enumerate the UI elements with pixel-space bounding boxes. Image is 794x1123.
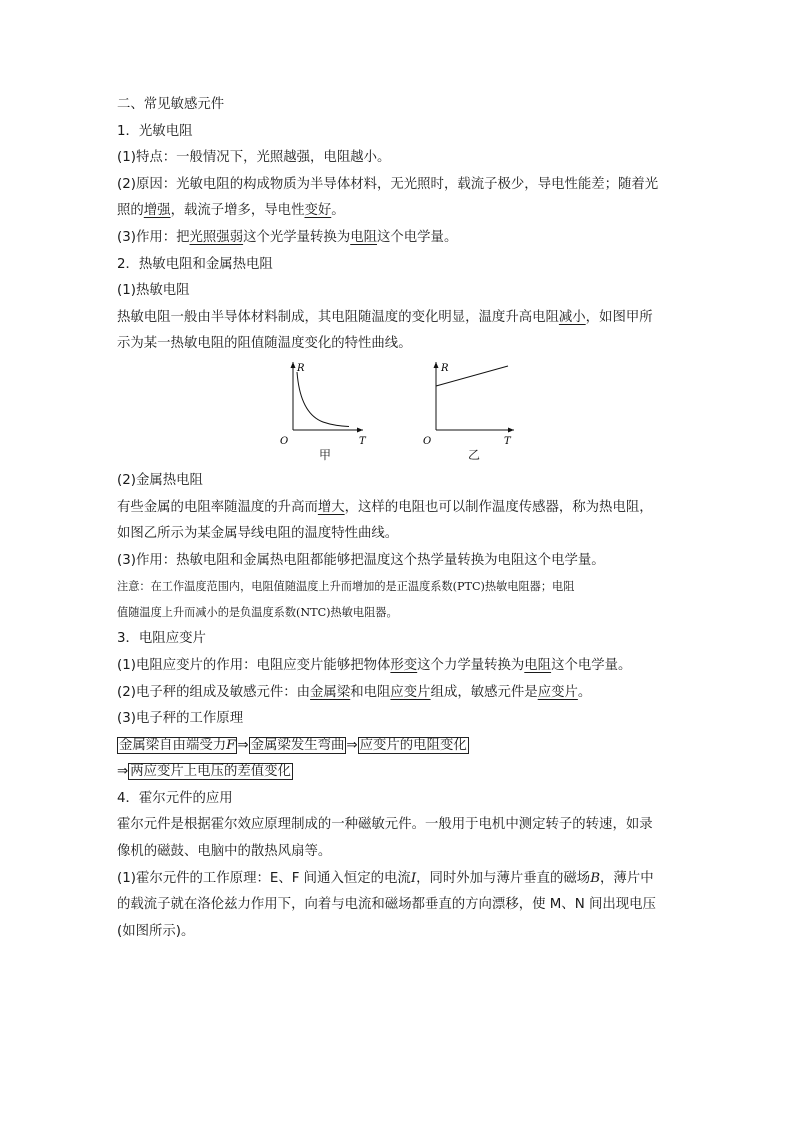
text: 金属梁自由端受力 bbox=[119, 737, 227, 753]
underlined-answer: 增强 bbox=[143, 203, 171, 219]
paragraph bbox=[117, 225, 679, 252]
text: 热敏电阻一般由半导体材料制成，其电阻随温度的变化明显，温度升高电阻 bbox=[117, 309, 559, 325]
underlined-answer: 应变片 bbox=[390, 684, 431, 700]
text: ，薄片中 bbox=[600, 870, 654, 886]
origin-label: O bbox=[423, 435, 432, 446]
text: ，如图甲所 bbox=[585, 309, 653, 325]
flow-box: 两应变片上电压的差值变化 bbox=[130, 764, 291, 780]
text: 。 bbox=[577, 684, 592, 700]
text: ，载流子增多，导电性 bbox=[170, 203, 305, 219]
text: 这个电学量。 bbox=[377, 229, 458, 245]
figure-yi bbox=[420, 358, 520, 462]
paragraph: 霍尔元件是根据霍尔效应原理制成的一种磁敏元件。一般用于电机中测定转子的转速，如录 bbox=[117, 817, 653, 833]
underlined-answer: 金属梁 bbox=[310, 684, 351, 700]
text: (1)电阻应变片的作用：电阻应变片能够把物体 bbox=[117, 657, 391, 673]
note: 值随温度上升而减小的是负温度系数(NTC)热敏电阻器。 bbox=[117, 606, 398, 620]
flow-line bbox=[117, 733, 679, 760]
underlined-answer: 电阻 bbox=[524, 657, 552, 673]
paragraph: (3)作用：热敏电阻和金属热电阻都能够把温度这个热学量转换为电阻这个电学量。 bbox=[117, 552, 605, 568]
heading-hall-element: 4．霍尔元件的应用 bbox=[117, 790, 233, 806]
underlined-answer: 减小 bbox=[558, 309, 586, 325]
note: 注意：在工作温度范围内，电阻值随温度上升而增加的是正温度系数(PTC)热敏电阻器；电阻 bbox=[117, 580, 575, 594]
y-axis-label: R bbox=[297, 362, 305, 374]
paragraph: (1)特点：一般情况下，光照越强，电阻越小。 bbox=[117, 150, 391, 166]
text: (3)作用：把 bbox=[117, 229, 190, 245]
text: 组成，敏感元件是 bbox=[430, 684, 538, 700]
underlined-answer: 应变片 bbox=[537, 684, 578, 700]
text: ，同时外加与薄片垂直的磁场 bbox=[416, 870, 591, 886]
section-title: 二、常见敏感元件 bbox=[117, 97, 225, 112]
paragraph bbox=[117, 653, 679, 680]
text: 这个电学量。 bbox=[551, 657, 632, 673]
paragraph bbox=[117, 680, 679, 707]
text: 。 bbox=[331, 203, 345, 219]
graph-metal-resistor bbox=[420, 358, 520, 446]
paragraph: (3)电子秤的工作原理 bbox=[117, 711, 244, 727]
flow-line bbox=[117, 759, 679, 786]
underlined-answer: 变好 bbox=[304, 203, 332, 219]
origin-label: O bbox=[280, 435, 289, 446]
figures-row bbox=[117, 358, 679, 468]
subheading: (2)金属热电阻 bbox=[117, 472, 203, 488]
text: 照的 bbox=[117, 203, 144, 219]
implies-arrow: ⇒ bbox=[237, 737, 249, 753]
figure-jia bbox=[277, 358, 367, 462]
document-page bbox=[117, 92, 679, 945]
heading-strain-gauge: 3．电阻应变片 bbox=[117, 631, 206, 647]
text: (2)电子秤的组成及敏感元件：由 bbox=[117, 684, 311, 700]
text: 这个力学量转换为 bbox=[417, 657, 525, 673]
text: ，这样的电阻也可以制作温度传感器，称为热电阻， bbox=[344, 499, 653, 515]
y-axis-arrow bbox=[434, 362, 439, 368]
graph-thermistor bbox=[277, 358, 367, 446]
paragraph bbox=[117, 198, 679, 225]
text: 这个光学量转换为 bbox=[243, 229, 351, 245]
implies-arrow: ⇒ bbox=[117, 764, 129, 780]
implies-arrow: ⇒ bbox=[346, 737, 358, 753]
figure-caption: 乙 bbox=[468, 447, 481, 462]
current-symbol: I bbox=[410, 870, 417, 886]
x-axis-arrow bbox=[357, 427, 363, 432]
flow-box: 金属梁发生弯曲 bbox=[250, 737, 345, 753]
x-axis-label: T bbox=[359, 435, 366, 446]
paragraph bbox=[117, 305, 679, 332]
heading-thermistor: 2．热敏电阻和金属热电阻 bbox=[117, 256, 273, 272]
force-symbol: F bbox=[226, 737, 236, 753]
field-symbol: B bbox=[590, 870, 601, 886]
paragraph: (如图所示)。 bbox=[117, 923, 195, 939]
curve-decreasing bbox=[297, 372, 349, 427]
flow-box bbox=[117, 737, 237, 754]
text: (1)霍尔元件的工作原理：E、F 间通入恒定的电流 bbox=[117, 870, 411, 886]
paragraph: 示为某一热敏电阻的阻值随温度变化的特性曲线。 bbox=[117, 336, 412, 352]
flow-box: 应变片的电阻变化 bbox=[359, 737, 467, 753]
x-axis-label: T bbox=[504, 435, 511, 446]
underlined-answer: 形变 bbox=[390, 657, 418, 673]
underlined-answer: 光照强弱 bbox=[189, 229, 244, 245]
paragraph: 像机的磁鼓、电脑中的散热风扇等。 bbox=[117, 844, 332, 860]
heading-photoresistor: 1．光敏电阻 bbox=[117, 123, 193, 139]
paragraph: 的载流子就在洛伦兹力作用下，向着与电流和磁场都垂直的方向漂移，使 M、N 间出现电压 bbox=[117, 897, 656, 913]
subheading: (1)热敏电阻 bbox=[117, 283, 190, 299]
paragraph: 如图乙所示为某金属导线电阻的温度特性曲线。 bbox=[117, 526, 399, 542]
paragraph: (2)原因：光敏电阻的构成物质为半导体材料，无光照时，载流子极少，导电性能差；随着光 bbox=[117, 176, 659, 192]
paragraph bbox=[117, 866, 679, 893]
y-axis-arrow bbox=[291, 362, 296, 368]
paragraph bbox=[117, 495, 679, 522]
text: 有些金属的电阻率随温度的升高而 bbox=[117, 499, 318, 515]
underlined-answer: 电阻 bbox=[350, 229, 377, 245]
y-axis-label: R bbox=[441, 362, 449, 374]
figure-caption: 甲 bbox=[319, 447, 332, 462]
underlined-answer: 增大 bbox=[317, 499, 345, 515]
x-axis-arrow bbox=[508, 427, 514, 432]
text: 和电阻 bbox=[350, 684, 391, 700]
